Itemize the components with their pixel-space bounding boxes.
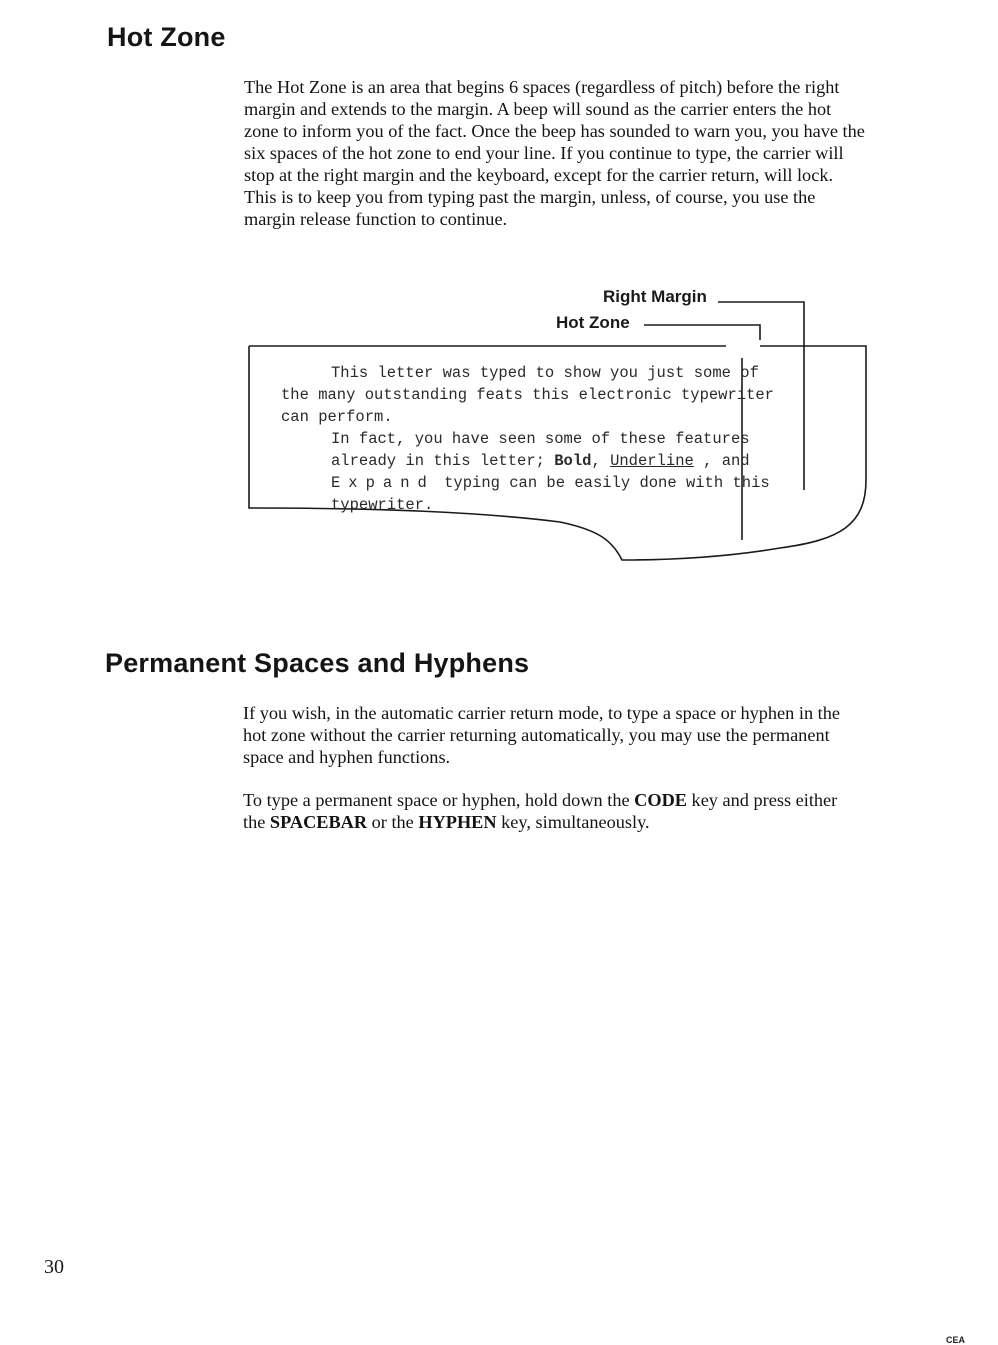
sample-line-5 xyxy=(331,450,750,472)
sample-bold-word: Bold xyxy=(554,452,592,470)
right-margin-label: Right Margin xyxy=(603,287,707,306)
hot-zone-label: Hot Zone xyxy=(556,313,630,332)
sample-line-5-c: , and xyxy=(693,452,750,470)
sample-expand-word: Expand xyxy=(331,474,435,492)
sample-line-3: can perform. xyxy=(281,408,393,426)
sample-line-1: This letter was typed to show you just some of xyxy=(331,364,759,382)
sample-line-2: the many outstanding feats this electronic typewriter xyxy=(281,386,774,404)
sample-line-6 xyxy=(331,472,770,494)
permanent-paragraph-2 xyxy=(243,789,849,833)
p2-text-4: key, simultaneously. xyxy=(496,812,650,832)
p2-text-3: or the xyxy=(367,812,419,832)
permanent-paragraph-1: If you wish, in the automatic carrier return mode, to type a space or hyphen in the hot zone without the carrier returning automatically, you may use the permanent space and hyphen functions. xyxy=(243,703,840,767)
sample-line-7: typewriter. xyxy=(331,496,434,514)
sample-line-5-a: already in this letter; xyxy=(331,452,555,470)
sample-line-6-rest: typing can be easily done with this xyxy=(434,474,770,492)
section-heading-hot-zone: Hot Zone xyxy=(107,22,226,52)
hot-zone-leader xyxy=(644,325,760,340)
sample-line-4: In fact, you have seen some of these features xyxy=(331,430,750,448)
section-heading-permanent-spaces: Permanent Spaces and Hyphens xyxy=(105,648,530,678)
document-code: CEA xyxy=(946,1335,966,1345)
hot-zone-diagram xyxy=(0,0,998,620)
code-key-name: CODE xyxy=(634,790,687,810)
p2-text-2: key and press either the xyxy=(243,790,838,832)
sample-line-5-b: , xyxy=(591,452,611,470)
page-number: 30 xyxy=(44,1256,64,1278)
p2-text-1: To type a permanent space or hyphen, hold down the xyxy=(243,790,635,810)
hot-zone-paragraph: The Hot Zone is an area that begins 6 spaces (regardless of pitch) before the right margin and extends to the margin. A beep will sound as the carrier enters the hot zone to inform you of the fact. Once the beep has sounded to warn you, you have the six spaces of the hot zone to end your line. If you continue to type, the carrier will stop at the right margin and the keyboard, except for the carrier return, will lock. This is to keep you from typing past the margin, unless, of course, you use the margin release function to continue. xyxy=(244,77,865,229)
spacebar-key-name: SPACEBAR xyxy=(269,812,368,832)
hyphen-key-name: HYPHEN xyxy=(418,812,497,832)
sample-underline-word: Underline xyxy=(610,452,694,470)
